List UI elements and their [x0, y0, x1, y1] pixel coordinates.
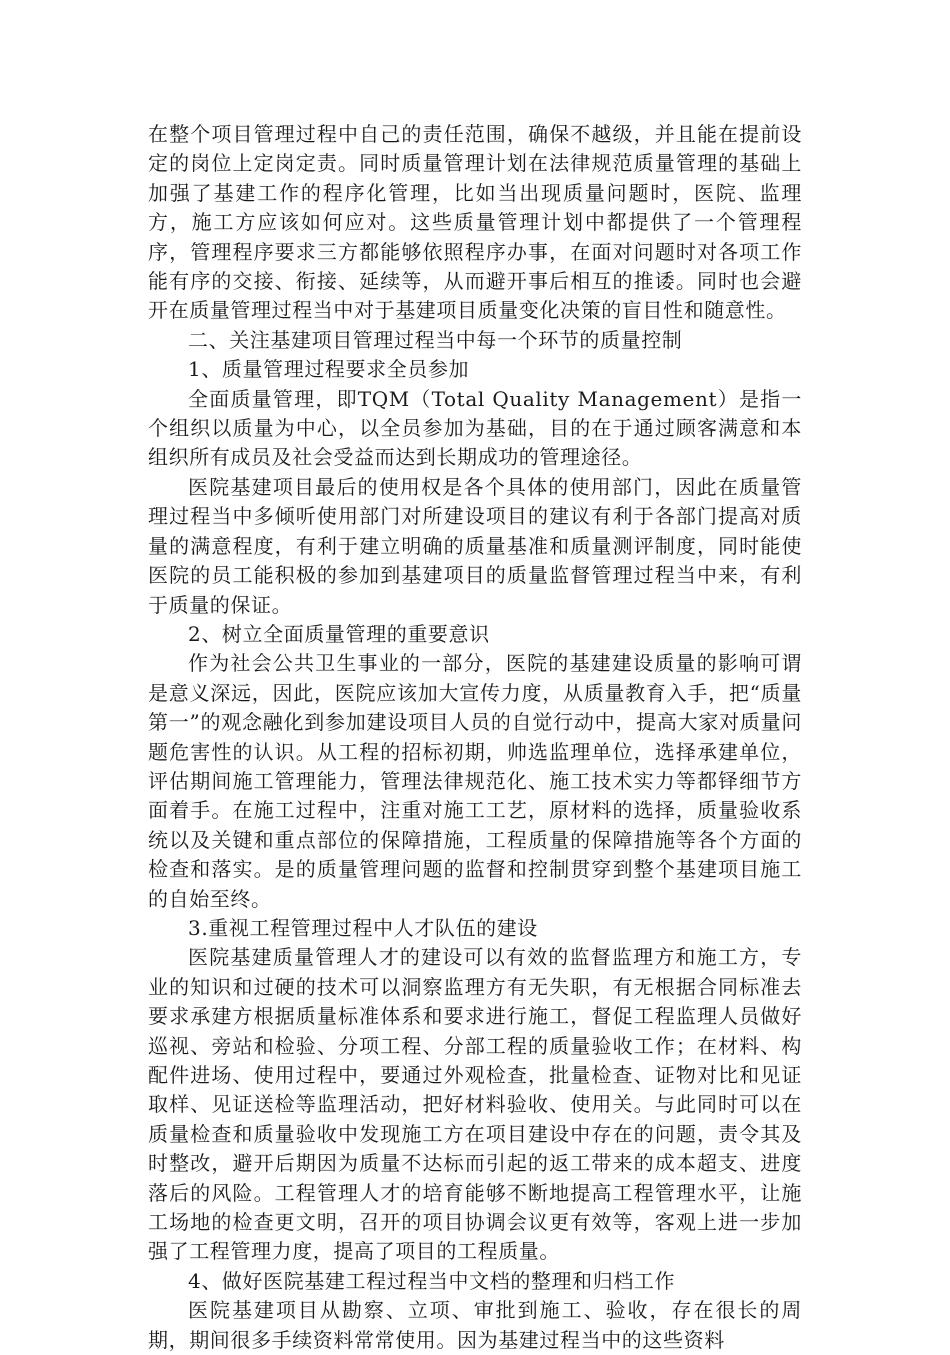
subheading-1: 1、质量管理过程要求全员参加 [188, 357, 470, 382]
section-heading-2: 二、关注基建项目管理过程当中每一个环节的质量控制 [188, 327, 683, 352]
subheading-3: 3.重视工程管理过程中人才队伍的建设 [188, 915, 538, 940]
subheading-2: 2、树立全面质量管理的重要意识 [188, 621, 490, 646]
paragraph-tqm: 全面质量管理，即TQM（Total Quality Management）是指一个组织以质量为中心，以全员参加为基础，目的在于通过顾客满意和本组织所有成员及社会受益而达到长期成功的管理途径。 [148, 386, 802, 470]
document-body [148, 120, 802, 1355]
paragraph-responsibility: 在整个项目管理过程中自己的责任范围，确保不越级，并且能在提前设定的岗位上定岗定责。同时质量管理计划在法律规范质量管理的基础上加强了基建工作的程序化管理，比如当出现质量问题时，医院、监理方，施工方应该如何应对。这些质量管理计划中都提供了一个管理程序，管理程序要求三方都能够依照程序办事，在面对问题时对各项工作能有序的交接、衔接、延续等，从而避开事后相互的推诿。同时也会避开在质量管理过程当中对于基建项目质量变化决策的盲目性和随意性。 [148, 122, 802, 323]
subheading-4: 4、做好医院基建工程过程当中文档的整理和归档工作 [188, 1268, 676, 1293]
paragraph-usage-departments: 医院基建项目最后的使用权是各个具体的使用部门，因此在质量管理过程当中多倾听使用部门对所建设项目的建议有利于各部门提高对质量的满意程度，有利于建立明确的质量基准和质量测评制度，同时能使医院的员工能积极的参加到基建项目的质量监督管理过程当中来，有利于质量的保证。 [148, 474, 802, 617]
paragraph-quality-awareness: 作为社会公共卫生事业的一部分，医院的基建建设质量的影响可谓是意义深远，因此，医院应该加大宣传力度，从质量教育入手，把“质量第一”的观念融化到参加建设项目人员的自觉行动中，提高大家对质量问题危害性的认识。从工程的招标初期，帅选监理单位，选择承建单位，评估期间施工管理能力，管理法律规范化、施工技术实力等都铎细节方面着手。在施工过程中，注重对施工工艺，原材料的选择，质量验收系统以及关键和重点部位的保障措施，工程质量的保障措施等各个方面的检查和落实。是的质量管理问题的监督和控制贯穿到整个基建项目施工的自始至终。 [148, 651, 802, 911]
paragraph-documents: 医院基建项目从勘察、立项、审批到施工、验收，存在很长的周期，期间很多手续资料常常使用。因为基建过程当中的这些资料 [148, 1298, 802, 1352]
paragraph-talent-team: 医院基建质量管理人才的建设可以有效的监督监理方和施工方，专业的知识和过硬的技术可以洞察监理方有无失职，有无根据合同标准去要求承建方根据质量标准体系和要求进行施工，督促工程监理人员做好巡视、旁站和检验、分项工程、分部工程的质量验收工作；在材料、构配件进场、使用过程中，要通过外观检查，批量检查、证物对比和见证取样、见证送检等监理活动，把好材料验收、使用关。与此同时可以在质量检查和质量验收中发现施工方在项目建设中存在的问题，责令其及时整改，避开后期因为质量不达标而引起的返工带来的成本超支、进度落后的风险。工程管理人才的培育能够不断地提高工程管理水平，让施工场地的检查更文明，召开的项目协调会议更有效等，客观上进一步加强了工程管理力度，提高了项目的工程质量。 [148, 945, 802, 1264]
